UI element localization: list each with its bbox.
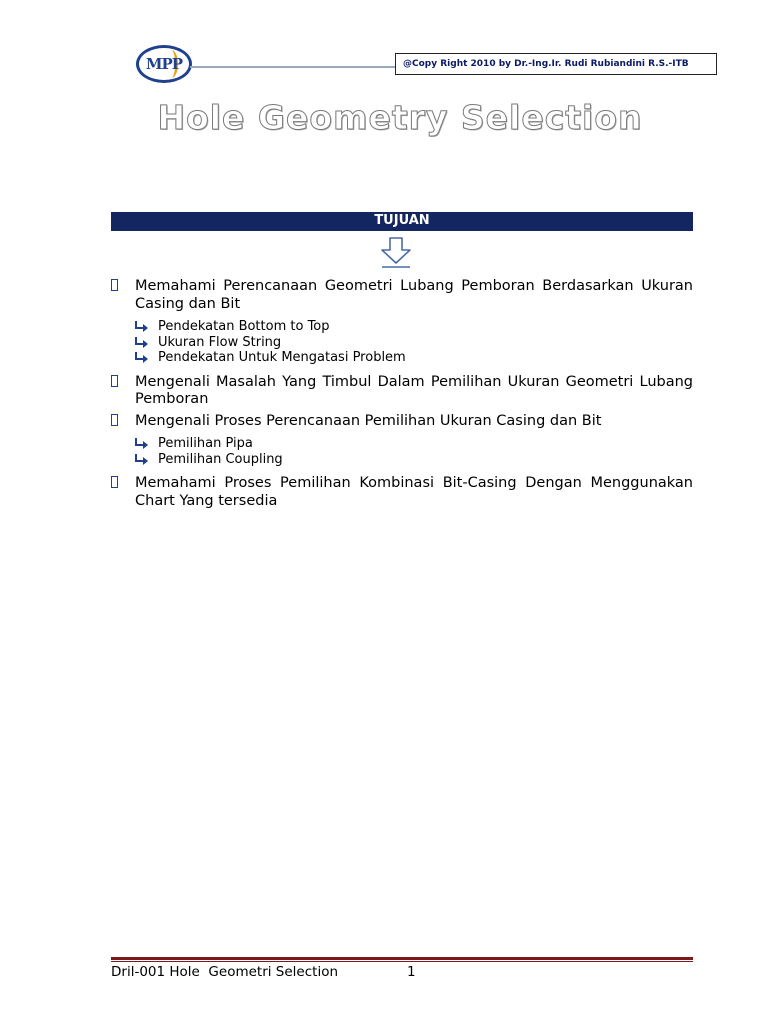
hook-arrow-icon bbox=[135, 351, 149, 364]
hook-arrow-icon bbox=[135, 453, 149, 466]
objective-item bbox=[111, 278, 693, 313]
sub-item-text: Pemilihan Pipa bbox=[158, 436, 253, 451]
objective-item bbox=[111, 475, 693, 510]
sub-item bbox=[135, 452, 693, 468]
objective-item bbox=[111, 413, 693, 431]
page-title: Hole Geometry Selection bbox=[157, 98, 643, 137]
page-header bbox=[0, 0, 768, 100]
sub-item-text: Ukuran Flow String bbox=[158, 334, 282, 350]
footer-rule-thick bbox=[111, 957, 693, 960]
down-arrow-icon bbox=[379, 236, 413, 270]
objectives-list bbox=[111, 278, 693, 514]
hook-arrow-icon bbox=[135, 437, 149, 450]
copyright-box: @Copy Right 2010 by Dr.-Ing.Ir. Rudi Rubiandini R.S.-ITB bbox=[395, 53, 717, 75]
footer-rule-thin bbox=[111, 961, 693, 962]
sub-item bbox=[135, 436, 693, 452]
hook-arrow-icon bbox=[135, 336, 149, 349]
logo-text: MPP bbox=[145, 55, 183, 73]
footer-page-number: 1 bbox=[407, 964, 416, 980]
objective-text: Memahami Proses Pemilihan Kombinasi Bit-Casing Dengan Menggunakan Chart Yang tersedia bbox=[135, 475, 693, 509]
sub-item bbox=[135, 350, 693, 366]
mpp-logo bbox=[136, 45, 192, 83]
sub-item bbox=[135, 335, 693, 351]
footer-doc-label: Dril-001 Hole Geometri Selection bbox=[111, 964, 339, 980]
objective-text: Mengenali Masalah Yang Timbul Dalam Pemilihan Ukuran Geometri Lubang Pemboran bbox=[135, 373, 693, 407]
sub-item-text: Pemilihan Coupling bbox=[158, 451, 283, 467]
sub-item-text: Pendekatan Bottom to Top bbox=[158, 319, 330, 334]
square-bullet-icon bbox=[111, 414, 118, 426]
objective-subitems bbox=[111, 319, 693, 366]
square-bullet-icon bbox=[111, 476, 118, 488]
section-heading-bar: TUJUAN bbox=[111, 212, 693, 231]
header-rule bbox=[190, 66, 395, 68]
sub-item-text: Pendekatan Untuk Mengatasi Problem bbox=[158, 350, 406, 365]
square-bullet-icon bbox=[111, 279, 118, 291]
hook-arrow-icon bbox=[135, 320, 149, 333]
objective-item bbox=[111, 374, 693, 409]
sub-item bbox=[135, 319, 693, 335]
square-bullet-icon bbox=[111, 375, 118, 387]
objective-text: Memahami Perencanaan Geometri Lubang Pemboran Berdasarkan Ukuran Casing dan Bit bbox=[135, 278, 693, 312]
objective-subitems bbox=[111, 436, 693, 467]
objective-text: Mengenali Proses Perencanaan Pemilihan Ukuran Casing dan Bit bbox=[135, 412, 602, 429]
